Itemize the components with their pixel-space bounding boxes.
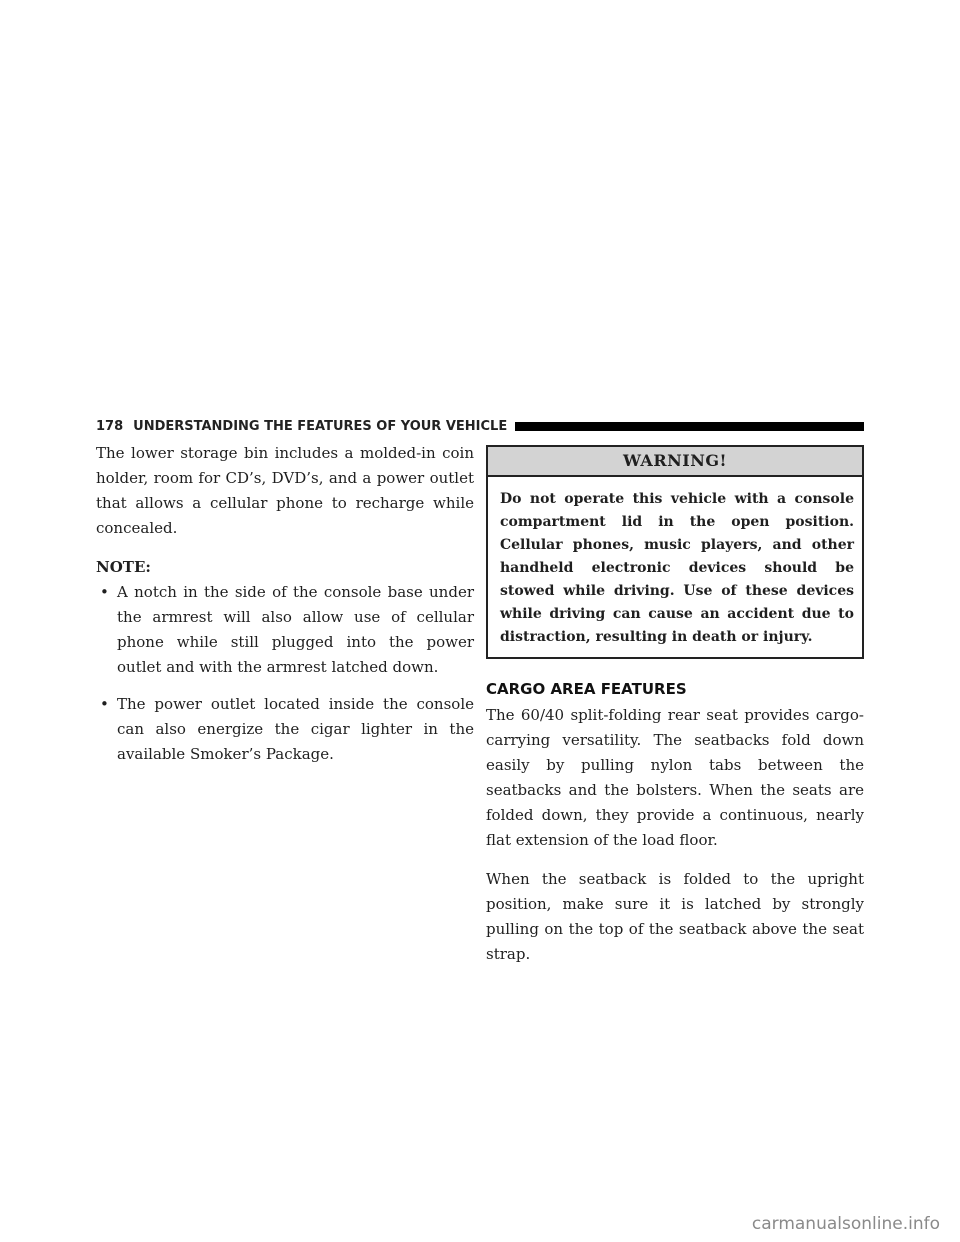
header-rule (515, 422, 864, 431)
note-list (96, 580, 474, 767)
cargo-paragraph: When the seatback is folded to the upright position, make sure it is latched by strongly pulling on the top of the seatback above the seat strap. (486, 870, 864, 963)
section-title: UNDERSTANDING THE FEATURES OF YOUR VEHICLE (133, 418, 508, 434)
warning-text: Do not operate this vehicle with a console compartment lid in the open position. Cellular phones, music players, and other handheld electronic devices should be stowed while driving. Use of these devices while driving can cause an accident due to distraction, resulting in death or injury. (500, 491, 854, 645)
cargo-paragraph: The 60/40 split-folding rear seat provides cargo-carrying versatility. The seatbacks fold down easily by pulling nylon tabs between the seatbacks and the bolsters. When the seats are folded down, they provide a continuous, nearly flat extension of the load floor. (486, 706, 864, 849)
bullet-icon: • (100, 583, 109, 601)
list-item (96, 580, 474, 680)
cargo-heading: CARGO AREA FEATURES (486, 680, 687, 698)
warning-box (486, 445, 864, 659)
note-label: NOTE: (96, 558, 151, 576)
warning-title: WARNING! (488, 447, 862, 477)
right-column (486, 445, 864, 981)
watermark: carmanualsonline.info (751, 1214, 940, 1234)
page-header (96, 417, 864, 435)
left-column (96, 441, 474, 779)
list-item-text: A notch in the side of the console base under the armrest will also allow use of cellular phone while still plugged into the power outlet and with the armrest latched down. (117, 583, 474, 676)
list-item-text: The power outlet located inside the console can also energize the cigar lighter in the available Smoker’s Package. (117, 695, 474, 763)
list-item (96, 692, 474, 767)
intro-paragraph: The lower storage bin includes a molded-in coin holder, room for CD’s, DVD’s, and a power outlet that allows a cellular phone to recharge while concealed. (96, 444, 474, 537)
bullet-icon: • (100, 695, 109, 713)
page-number: 178 (96, 418, 124, 434)
